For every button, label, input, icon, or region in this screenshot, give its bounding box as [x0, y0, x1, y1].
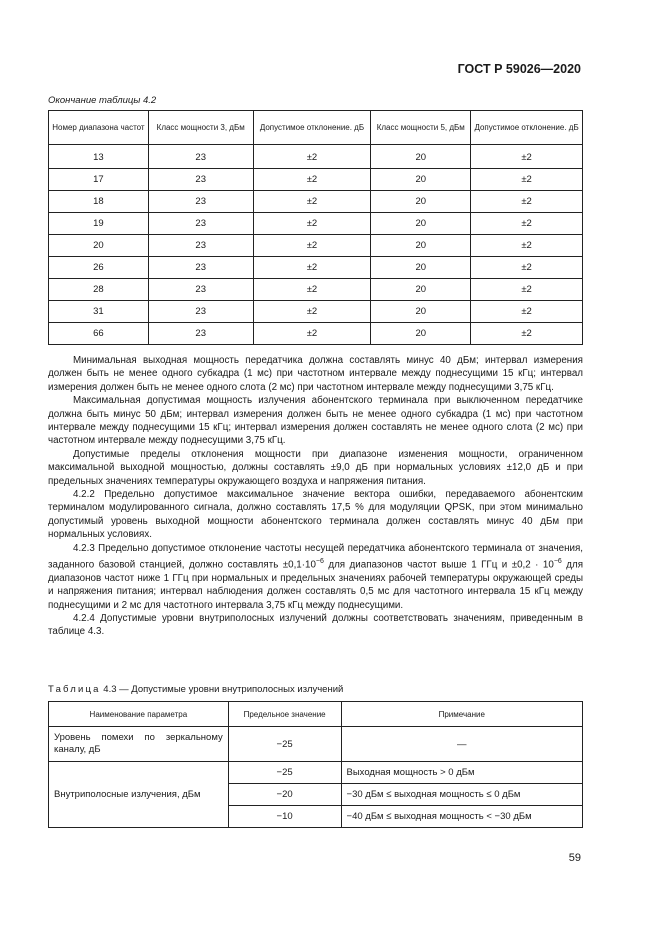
column-header: Класс мощности 3, дБм — [148, 111, 253, 145]
caption-text: 4.3 — Допустимые уровни внутриполосных излучений — [100, 684, 344, 695]
paragraph — [48, 542, 583, 612]
paragraph: Допустимые пределы отклонения мощности при диапазоне изменения мощности, ограниченном максимальной выходной мощностью, должны составлять ±9,0 дБ при нормальных условиях ±12,0 дБ и при предельных значениях температуры окружающего воздуха и напряжения питания. — [48, 448, 583, 487]
table-row — [49, 257, 583, 279]
column-header: Номер диапазона частот — [49, 111, 149, 145]
limit-value: −25 — [228, 762, 341, 784]
table-cell: ±2 — [471, 257, 583, 279]
column-header: Допустимое отклонение. дБ — [253, 111, 371, 145]
table-row — [49, 323, 583, 345]
exponent: −6 — [553, 558, 562, 566]
column-header: Предельное значение — [228, 702, 341, 727]
table-cell: 26 — [49, 257, 149, 279]
table-header-row — [49, 702, 583, 727]
table-cell: 19 — [49, 213, 149, 235]
table-cell: 20 — [371, 257, 471, 279]
table-row — [49, 191, 583, 213]
table-cell: ±2 — [253, 301, 371, 323]
standard-code: ГОСТ Р 59026—2020 — [457, 62, 581, 76]
table-cell: 23 — [148, 323, 253, 345]
table-cell: 23 — [148, 279, 253, 301]
table-4-2 — [48, 110, 583, 345]
table-cell: 23 — [148, 145, 253, 169]
table-cell: ±2 — [253, 191, 371, 213]
column-header: Наименование параметра — [49, 702, 229, 727]
paragraph: 4.2.2 Предельно допустимое максимальное значение вектора ошибки, передаваемого абонентским терминалом модулированного сигнала, должно составлять 17,5 % для модуляции QPSK, при этом минимально допустимый уровень выходной мощности абонентского терминала должен составлять минус 40 дБм при нормальных условиях. — [48, 489, 583, 541]
table-4-2-caption: Окончание таблицы 4.2 — [48, 95, 157, 106]
table-cell: ±2 — [471, 191, 583, 213]
table-row — [49, 727, 583, 762]
note: −40 дБм ≤ выходная мощность < −30 дБм — [341, 806, 582, 828]
table-cell: ±2 — [471, 323, 583, 345]
table-cell: 23 — [148, 235, 253, 257]
table-cell: 13 — [49, 145, 149, 169]
caption-word: Таблица — [48, 684, 101, 695]
limit-value: −10 — [228, 806, 341, 828]
table-cell: ±2 — [471, 235, 583, 257]
table-cell: 66 — [49, 323, 149, 345]
table-cell: 20 — [371, 301, 471, 323]
paragraph-fragment: 4.2.3 Предельно допустимое отклонение частоты несущей передатчика абонентского терминала от значения, заданного базовой станцией, должно составлять ±0,1·10 — [48, 542, 583, 571]
page-number: 59 — [568, 852, 581, 864]
table-cell: 20 — [371, 235, 471, 257]
parameter-name: Внутриполосные излучения, дБм — [49, 762, 229, 828]
table-cell: ±2 — [253, 145, 371, 169]
table-cell: 18 — [49, 191, 149, 213]
table-cell: 20 — [371, 145, 471, 169]
table-cell: ±2 — [253, 257, 371, 279]
table-cell: 28 — [49, 279, 149, 301]
paragraph: Максимальная допустимая мощность излучения абонентского терминала при выключенном передатчике должна быть минус 50 дБм; интервал измерения должен быть не менее одного субкадра (1 мс) при частотном интервале между поднесущими 15 кГц; интервал измерения должен составлять не менее одного слота (2 мс) при частотном интервале между поднесущими 3,75 кГц. — [48, 395, 583, 447]
paragraph-fragment: для диапазонов частот выше 1 ГГц и ±0,2 · 10 — [323, 559, 554, 571]
table-cell: 17 — [49, 169, 149, 191]
table-cell: 20 — [371, 191, 471, 213]
table-row — [49, 169, 583, 191]
table-cell: ±2 — [471, 145, 583, 169]
paragraph: Минимальная выходная мощность передатчика должна составлять минус 40 дБм; интервал измерения должен быть не менее одного субкадра (1 мс) при частотном интервале между поднесущими 15 кГц; интервал измерения должен быть не менее одного слота (2 мс) при частотном интервале между поднесущими 3,75 кГц. — [48, 355, 583, 393]
note: — — [341, 727, 582, 762]
table-cell: 31 — [49, 301, 149, 323]
table-row — [49, 279, 583, 301]
table-row — [49, 301, 583, 323]
table-cell: 23 — [148, 191, 253, 213]
table-cell: 23 — [148, 169, 253, 191]
body-text — [48, 354, 583, 639]
table-cell: 20 — [371, 169, 471, 191]
table-4-3-caption — [48, 684, 343, 695]
paragraph: 4.2.4 Допустимые уровни внутриполосных излучений должны соответствовать значениям, приведенным в таблице 4.3. — [48, 612, 583, 638]
table-header-row — [49, 111, 583, 145]
table-cell: ±2 — [471, 213, 583, 235]
note: Выходная мощность > 0 дБм — [341, 762, 582, 784]
column-header: Допустимое отклонение. дБ — [471, 111, 583, 145]
note: −30 дБм ≤ выходная мощность ≤ 0 дБм — [341, 784, 582, 806]
table-cell: ±2 — [253, 235, 371, 257]
table-4-3 — [48, 701, 583, 828]
table-cell: ±2 — [253, 213, 371, 235]
table-cell: 23 — [148, 301, 253, 323]
table-cell: ±2 — [253, 279, 371, 301]
table-cell: ±2 — [471, 169, 583, 191]
exponent: −6 — [315, 558, 324, 566]
column-header: Класс мощности 5, дБм — [371, 111, 471, 145]
table-cell: ±2 — [253, 323, 371, 345]
table-row — [49, 235, 583, 257]
table-row — [49, 213, 583, 235]
paragraph-fragment: для диапазонов частот ниже 1 ГГц при нормальных и предельных значениях рабочей температуры окружающей среды и напряжения питания; интервал наблюдения должен составлять 0,5 мс для частотного интервала 15 кГц между поднесущими и 2 мс для частотного интервала 3,75 кГц между поднесущими. — [48, 559, 583, 611]
table-row — [49, 145, 583, 169]
limit-value: −25 — [228, 727, 341, 762]
table-cell: 20 — [371, 279, 471, 301]
table-cell: 20 — [371, 323, 471, 345]
table-cell: ±2 — [253, 169, 371, 191]
table-cell: ±2 — [471, 279, 583, 301]
column-header: Примечание — [341, 702, 582, 727]
table-cell: 20 — [49, 235, 149, 257]
table-row — [49, 762, 583, 784]
parameter-name: Уровень помехи по зеркальному каналу, дБ — [49, 727, 229, 762]
limit-value: −20 — [228, 784, 341, 806]
table-cell: 23 — [148, 257, 253, 279]
table-cell: 20 — [371, 213, 471, 235]
table-cell: 23 — [148, 213, 253, 235]
table-cell: ±2 — [471, 301, 583, 323]
